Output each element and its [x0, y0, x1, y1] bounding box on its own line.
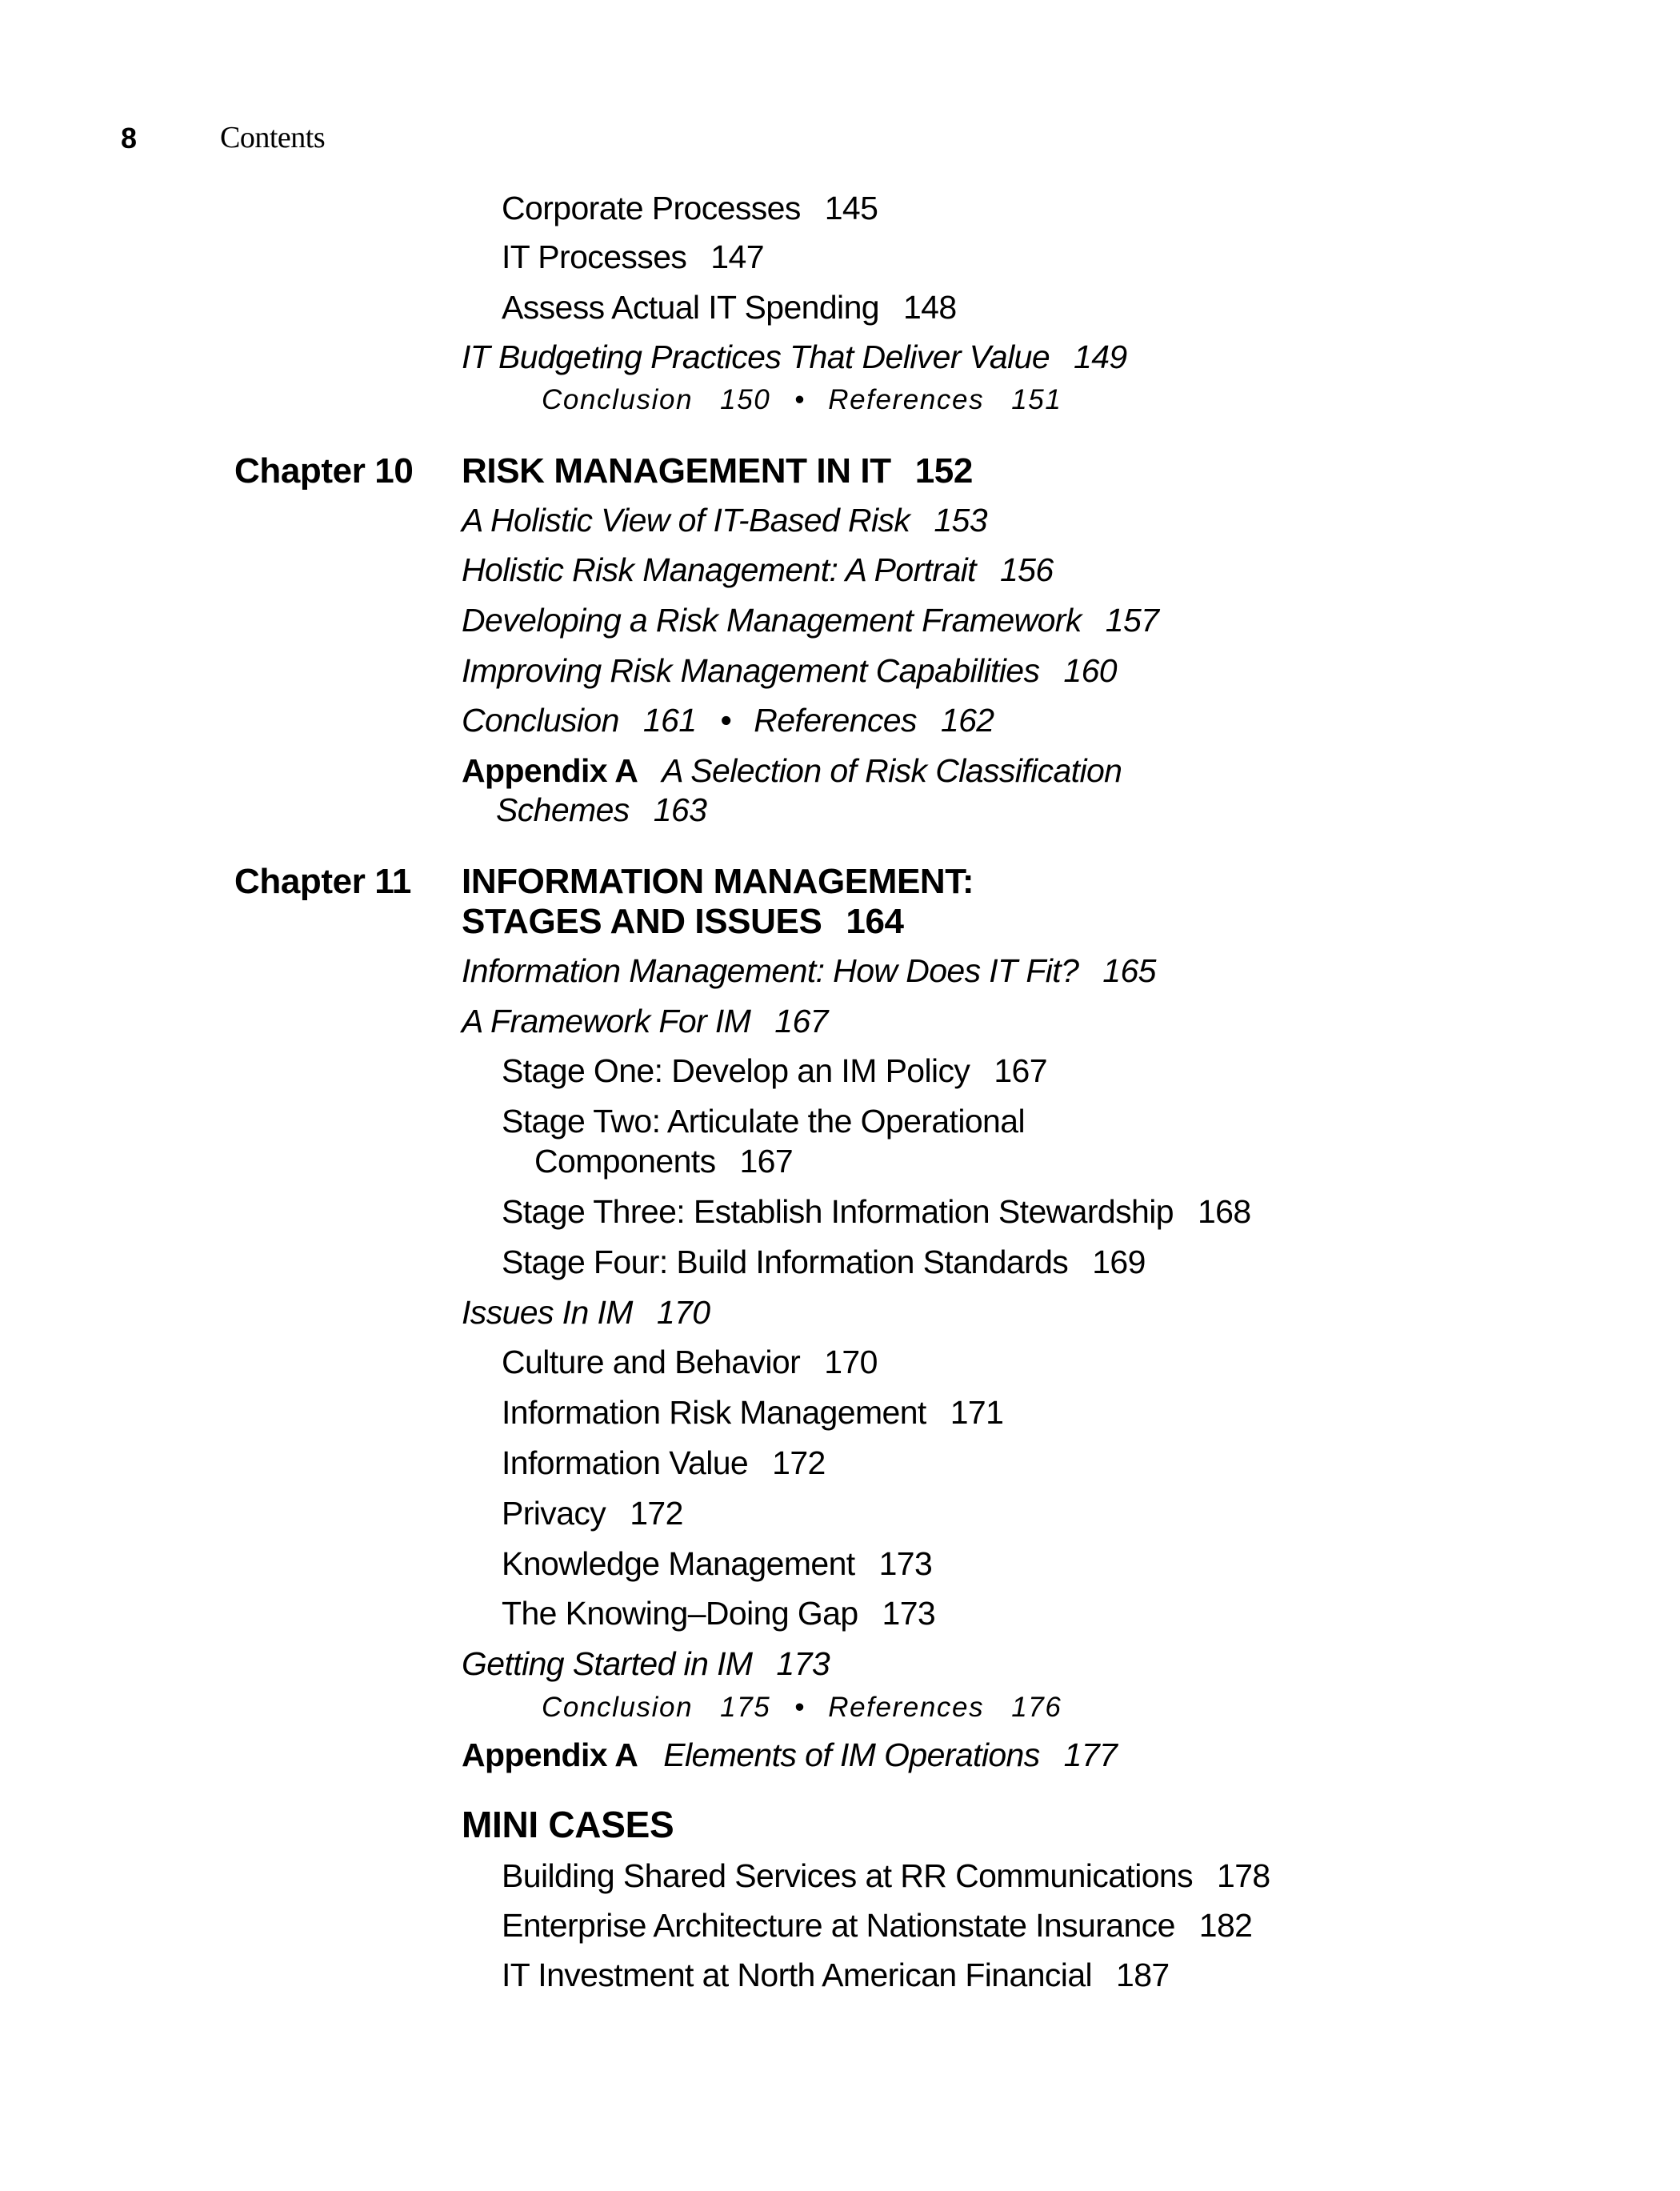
toc-entry-title: Stage One: Develop an IM Policy [502, 1052, 970, 1089]
toc-endmatter [462, 704, 994, 737]
toc-entry[interactable] [502, 1193, 1251, 1230]
toc-entry-title: Corporate Processes [502, 190, 801, 226]
toc-section[interactable] [462, 1005, 828, 1038]
toc-section-title: Improving Risk Management Capabilities [462, 652, 1040, 689]
toc-entry[interactable] [502, 1497, 683, 1530]
references-page: 176 [1011, 1692, 1062, 1723]
appendix-label: Appendix A [462, 1736, 638, 1773]
toc-section[interactable] [462, 1645, 830, 1682]
bullet-separator: • [720, 702, 732, 739]
toc-entry[interactable] [502, 192, 878, 225]
toc-entry[interactable] [502, 1396, 1003, 1429]
toc-section-page: 173 [776, 1645, 830, 1682]
toc-entry-title: Assess Actual IT Spending [502, 289, 879, 326]
toc-section[interactable] [462, 952, 1156, 989]
toc-section-page: 149 [1074, 338, 1127, 375]
chapter-label: Chapter 10 [234, 451, 414, 491]
toc-entry-page: 167 [739, 1143, 794, 1180]
references-page: 151 [1011, 384, 1062, 415]
toc-endmatter [542, 1693, 1062, 1721]
appendix-title-continued: Schemes [496, 791, 630, 828]
toc-appendix[interactable] [462, 752, 1122, 789]
toc-section[interactable] [462, 1296, 710, 1329]
toc-section-page: 170 [656, 1294, 710, 1331]
page-number: 8 [121, 122, 138, 154]
mini-case-entry[interactable] [502, 1909, 1252, 1942]
toc-entry[interactable] [502, 1246, 1146, 1279]
appendix-title: Elements of IM Operations [663, 1736, 1040, 1773]
toc-entry-title: The Knowing–Doing Gap [502, 1595, 858, 1632]
toc-entry[interactable] [502, 1052, 1047, 1089]
toc-entry-title: Stage Two: Articulate the Operational [502, 1103, 1025, 1140]
chapter-label: Chapter 11 [234, 862, 411, 901]
toc-section-page: 167 [774, 1003, 828, 1039]
toc-section-title: Developing a Risk Management Framework [462, 602, 1082, 639]
toc-entry-page: 173 [882, 1595, 936, 1632]
running-title: Contents [220, 121, 326, 154]
toc-section-title: A Framework For IM [462, 1003, 751, 1039]
toc-section-page: 153 [934, 502, 987, 539]
conclusion-page: 175 [720, 1692, 771, 1723]
mini-case-title: Building Shared Services at RR Communications [502, 1857, 1194, 1894]
toc-entry[interactable] [502, 1545, 933, 1582]
toc-entry-title: Privacy [502, 1495, 606, 1532]
toc-entry-title: Stage Four: Build Information Standards [502, 1244, 1069, 1280]
conclusion-page: 161 [642, 702, 697, 739]
toc-entry[interactable] [502, 1105, 1025, 1138]
chapter-title-text: STAGES AND ISSUES [462, 902, 822, 941]
toc-entry-page: 145 [824, 190, 878, 226]
chapter-page: 164 [846, 902, 904, 941]
toc-entry-title: Information Value [502, 1444, 749, 1481]
toc-section[interactable] [462, 338, 1127, 375]
toc-section-page: 165 [1102, 952, 1156, 989]
toc-entry-continued[interactable] [534, 1145, 793, 1178]
bullet-separator: • [794, 384, 806, 415]
appendix-page: 163 [653, 791, 707, 828]
chapter-title-continued[interactable] [462, 904, 904, 939]
mini-case-title: Enterprise Architecture at Nationstate Insurance [502, 1907, 1175, 1944]
toc-section-title: A Holistic View of IT-Based Risk [462, 502, 910, 539]
chapter-title-text: INFORMATION MANAGEMENT: [462, 862, 974, 901]
toc-entry-page: 169 [1092, 1244, 1146, 1280]
toc-section-page: 156 [999, 551, 1054, 588]
mini-case-page: 182 [1198, 1907, 1253, 1944]
toc-endmatter [542, 386, 1062, 414]
toc-appendix-continued[interactable] [496, 791, 707, 828]
toc-entry-page: 147 [710, 238, 764, 275]
mini-case-entry[interactable] [502, 1959, 1170, 1992]
mini-cases-heading: MINI CASES [462, 1804, 674, 1845]
toc-entry-title: IT Processes [502, 238, 687, 275]
references-link[interactable]: References [828, 1692, 985, 1723]
toc-entry[interactable] [502, 1597, 935, 1630]
toc-entry-title: Stage Three: Establish Information Stewardship [502, 1193, 1174, 1230]
toc-entry[interactable] [502, 1346, 878, 1379]
toc-section[interactable] [462, 504, 987, 537]
toc-entry-page: 170 [824, 1344, 878, 1380]
toc-entry-page: 172 [772, 1444, 826, 1481]
chapter-title[interactable] [462, 451, 973, 491]
toc-section-title: Holistic Risk Management: A Portrait [462, 551, 976, 588]
appendix-title: A Selection of Risk Classification [662, 752, 1122, 789]
toc-entry-page: 167 [994, 1052, 1047, 1089]
toc-entry[interactable] [502, 238, 764, 275]
conclusion-link[interactable]: Conclusion [462, 702, 619, 739]
chapter-title-text: RISK MANAGEMENT IN IT [462, 451, 891, 491]
toc-entry-title: Information Risk Management [502, 1394, 926, 1431]
mini-case-page: 178 [1217, 1857, 1270, 1894]
toc-section-page: 160 [1063, 652, 1117, 689]
toc-entry-page: 172 [630, 1495, 683, 1532]
toc-entry[interactable] [502, 1444, 826, 1481]
toc-section[interactable] [462, 652, 1117, 689]
references-page: 162 [940, 702, 994, 739]
conclusion-page: 150 [720, 384, 771, 415]
references-link[interactable]: References [828, 384, 985, 415]
toc-section-title: IT Budgeting Practices That Deliver Value [462, 338, 1050, 375]
conclusion-link[interactable]: Conclusion [542, 384, 694, 415]
toc-entry[interactable] [502, 291, 957, 324]
mini-case-page: 187 [1116, 1957, 1170, 1993]
toc-entry-title: Knowledge Management [502, 1545, 855, 1582]
toc-entry-page: 173 [878, 1545, 933, 1582]
toc-section-title: Information Management: How Does IT Fit? [462, 952, 1079, 989]
chapter-page: 152 [914, 451, 973, 491]
toc-entry-title: Culture and Behavior [502, 1344, 801, 1380]
toc-section-title: Issues In IM [462, 1294, 633, 1331]
toc-section[interactable] [462, 604, 1158, 637]
conclusion-link[interactable]: Conclusion [542, 1692, 694, 1723]
mini-case-title: IT Investment at North American Financial [502, 1957, 1093, 1993]
toc-section-page: 157 [1105, 602, 1159, 639]
toc-entry-page: 171 [950, 1394, 1004, 1431]
mini-case-entry[interactable] [502, 1857, 1270, 1894]
appendix-label: Appendix A [462, 752, 638, 789]
toc-appendix[interactable] [462, 1736, 1118, 1773]
appendix-page: 177 [1063, 1736, 1118, 1773]
toc-entry-title: Components [534, 1143, 716, 1180]
chapter-title[interactable] [462, 864, 974, 899]
bullet-separator: • [794, 1692, 806, 1723]
toc-entry-page: 148 [902, 289, 957, 326]
toc-section[interactable] [462, 551, 1054, 588]
references-link[interactable]: References [754, 702, 917, 739]
toc-section-title: Getting Started in IM [462, 1645, 753, 1682]
toc-entry-page: 168 [1197, 1193, 1251, 1230]
